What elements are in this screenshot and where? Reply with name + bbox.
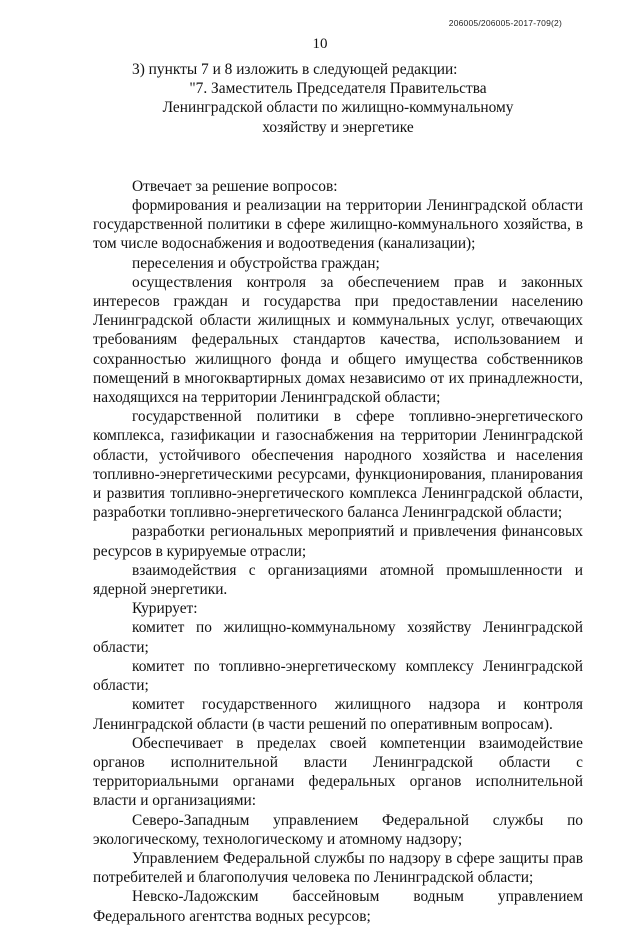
paragraph: переселения и обустройства граждан; <box>132 254 380 272</box>
paragraph: Обеспечивает в пределах своей компетенции взаимодействие органов исполнительной власти Ленинградской области с территориальными органами федеральных органов исполнительной власти и организациями: <box>93 734 583 810</box>
document-body <box>93 60 583 926</box>
paragraph: формирования и реализации на территории Ленинградской области государственной политики в сфере жилищно-коммунального хозяйства, в том числе водоснабжения и водоотведения (канализации); <box>93 197 583 253</box>
paragraph: Управлением Федеральной службы по надзору в сфере защиты прав потребителей и благополучия человека по Ленинградской области; <box>93 849 583 887</box>
section-title-line-1: "7. Заместитель Председателя Правительства <box>189 80 487 98</box>
paragraph: комитет по топливно-энергетическому комплексу Ленинградской области; <box>93 657 583 695</box>
paragraph: комитет государственного жилищного надзора и контроля Ленинградской области (в части решений по оперативным вопросам). <box>93 696 583 733</box>
paragraph: Невско-Ладожским бассейновым водным управлением Федерального агентства водных ресурсов; <box>93 888 583 925</box>
paragraph: разработки региональных мероприятий и привлечения финансовых ресурсов в курируемые отрасли; <box>93 523 583 560</box>
intro-line: 3) пункты 7 и 8 изложить в следующей редакции: <box>132 61 458 78</box>
paragraph: Отвечает за решение вопросов: <box>132 177 338 195</box>
paragraph: комитет по жилищно-коммунальному хозяйству Ленинградской области; <box>93 619 583 656</box>
page-number: 10 <box>312 36 328 52</box>
document-code: 206005/206005-2017-709(2) <box>448 18 562 28</box>
paragraph: Курирует: <box>132 600 198 618</box>
section-title <box>93 79 583 137</box>
paragraph: государственной политики в сфере топливно-энергетического комплекса, газификации и газоснабжения на территории Ленинградской области, устойчивого обеспечения народного хозяйства и населения топливно-энергетическими ресурсами, функционирования, планирования и развития топливно-энергетического комплекса Ленинградской области, разработки топливно-энергетического баланса Ленинградской области; <box>93 408 583 522</box>
section-title-line-2: Ленинградской области по жилищно-коммунальному <box>162 99 514 117</box>
section-spacer <box>93 137 583 177</box>
section-title-line-3: хозяйству и энергетике <box>262 118 414 136</box>
paragraph: взаимодействия с организациями атомной промышленности и ядерной энергетики. <box>93 561 583 599</box>
paragraph: осуществления контроля за обеспечением прав и законных интересов граждан и государства при предоставлении населению Ленинградской области жилищных и коммунальных услуг, отвечающих требованиям федеральных стандартов качества, использованием и сохранностью жилищного фонда и общего имущества собственников помещений в многоквартирных домах независимо от их принадлежности, находящихся на территории Ленинградской области; <box>93 273 583 407</box>
paragraph: Северо-Западным управлением Федеральной службы по экологическому, технологическому и атомному надзору; <box>93 811 583 848</box>
